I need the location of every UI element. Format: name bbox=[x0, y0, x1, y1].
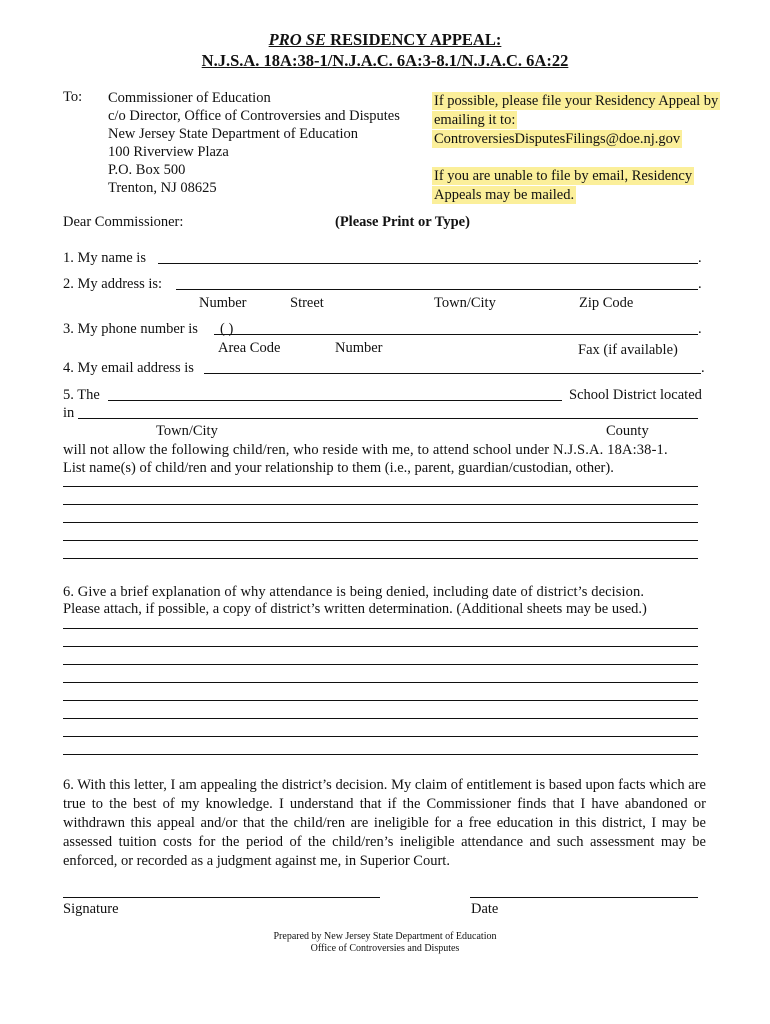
mail-filing-notice bbox=[432, 167, 694, 205]
period: . bbox=[698, 250, 702, 266]
address-line: c/o Director, Office of Controversies and Disputes bbox=[108, 108, 400, 124]
salutation: Dear Commissioner: bbox=[63, 214, 184, 230]
explanation-line[interactable] bbox=[63, 664, 698, 665]
phone-field[interactable] bbox=[214, 334, 698, 335]
district-name-field[interactable] bbox=[108, 400, 562, 401]
period: . bbox=[698, 321, 702, 337]
title-italic: PRO SE bbox=[268, 30, 326, 49]
email-field[interactable] bbox=[204, 373, 701, 374]
recipient-address bbox=[108, 89, 400, 197]
address-sub-number: Number bbox=[199, 295, 247, 311]
signature-line[interactable] bbox=[63, 897, 380, 898]
explanation-instructions-2: Please attach, if possible, a copy of district’s written determination. (Additional sheets may be used.) bbox=[63, 601, 647, 617]
signature-label: Signature bbox=[63, 901, 119, 917]
phone-label: 3. My phone number is bbox=[63, 321, 198, 337]
explanation-line[interactable] bbox=[63, 736, 698, 737]
email-filing-notice bbox=[432, 92, 720, 149]
form-title-line2: N.J.S.A. 18A:38-1/N.J.A.C. 6A:3-8.1/N.J.A.C. 6A:22 bbox=[201, 51, 569, 70]
notice-email: ControversiesDisputesFilings@doe.nj.gov bbox=[434, 131, 681, 147]
explanation-line[interactable] bbox=[63, 718, 698, 719]
district-suffix: School District located bbox=[569, 387, 702, 403]
notice-line: emailing it to: bbox=[434, 112, 516, 128]
explanation-line[interactable] bbox=[63, 628, 698, 629]
appeal-statement: 6. With this letter, I am appealing the district’s decision. My claim of entitlement is based upon facts which are true to the best of my knowledge. I understand that if the Commissioner finds that I have abandoned or withdrawn this appeal and/or that the child/ren are ineligible for a free education in this district, I may be assessed tuition costs for the period of the child/ren’s ineligible attendance and such assessment may be enforced, or recorded as a judgment against me, in Superior Court. bbox=[63, 777, 706, 869]
phone-sub-fax: Fax (if available) bbox=[578, 342, 678, 358]
notice-line: Appeals may be mailed. bbox=[434, 187, 575, 203]
phone-paren: ( ) bbox=[220, 321, 234, 337]
district-location-field[interactable] bbox=[78, 418, 698, 419]
children-instructions-2: List name(s) of child/ren and your relationship to them (i.e., parent, guardian/custodian, other). bbox=[63, 460, 614, 476]
period: . bbox=[701, 360, 705, 376]
date-label: Date bbox=[471, 901, 499, 917]
phone-sub-number: Number bbox=[335, 340, 383, 356]
children-instructions-1: will not allow the following child/ren, who reside with me, to attend school under N.J.S.A. 18A:38-1. bbox=[63, 442, 668, 458]
children-line[interactable] bbox=[63, 540, 698, 541]
phone-sub-area: Area Code bbox=[218, 340, 281, 356]
address-line: Trenton, NJ 08625 bbox=[108, 180, 217, 196]
address-line: P.O. Box 500 bbox=[108, 162, 186, 178]
explanation-line[interactable] bbox=[63, 646, 698, 647]
explanation-line[interactable] bbox=[63, 682, 698, 683]
notice-line: If you are unable to file by email, Residency bbox=[434, 168, 693, 184]
children-line[interactable] bbox=[63, 522, 698, 523]
title-rest: RESIDENCY APPEAL: bbox=[325, 30, 502, 49]
footer-line1: Prepared by New Jersey State Department of Education bbox=[273, 931, 497, 942]
print-note: (Please Print or Type) bbox=[335, 214, 470, 230]
address-line: 100 Riverview Plaza bbox=[108, 144, 229, 160]
address-line: Commissioner of Education bbox=[108, 90, 271, 106]
children-line[interactable] bbox=[63, 558, 698, 559]
address-sub-town: Town/City bbox=[434, 295, 496, 311]
explanation-line[interactable] bbox=[63, 754, 698, 755]
district-in: in bbox=[63, 405, 75, 421]
address-sub-street: Street bbox=[290, 295, 324, 311]
district-sub-town: Town/City bbox=[156, 423, 218, 439]
district-label: 5. The bbox=[63, 387, 100, 403]
children-line[interactable] bbox=[63, 504, 698, 505]
address-sub-zip: Zip Code bbox=[579, 295, 634, 311]
footer-line2: Office of Controversies and Disputes bbox=[310, 943, 460, 954]
name-label: 1. My name is bbox=[63, 250, 146, 266]
district-sub-county: County bbox=[606, 423, 649, 439]
explanation-instructions-1: 6. Give a brief explanation of why attendance is being denied, including date of district’s decision. bbox=[63, 584, 645, 600]
period: . bbox=[698, 276, 702, 292]
notice-line: If possible, please file your Residency Appeal by bbox=[434, 93, 719, 109]
email-label: 4. My email address is bbox=[63, 360, 194, 376]
date-line[interactable] bbox=[470, 897, 698, 898]
form-title-line1 bbox=[0, 30, 770, 50]
address-line: New Jersey State Department of Education bbox=[108, 126, 359, 142]
children-line[interactable] bbox=[63, 486, 698, 487]
address-field[interactable] bbox=[176, 289, 698, 290]
address-label: 2. My address is: bbox=[63, 276, 163, 292]
name-field[interactable] bbox=[158, 263, 698, 264]
explanation-line[interactable] bbox=[63, 700, 698, 701]
to-label: To: bbox=[63, 89, 83, 105]
